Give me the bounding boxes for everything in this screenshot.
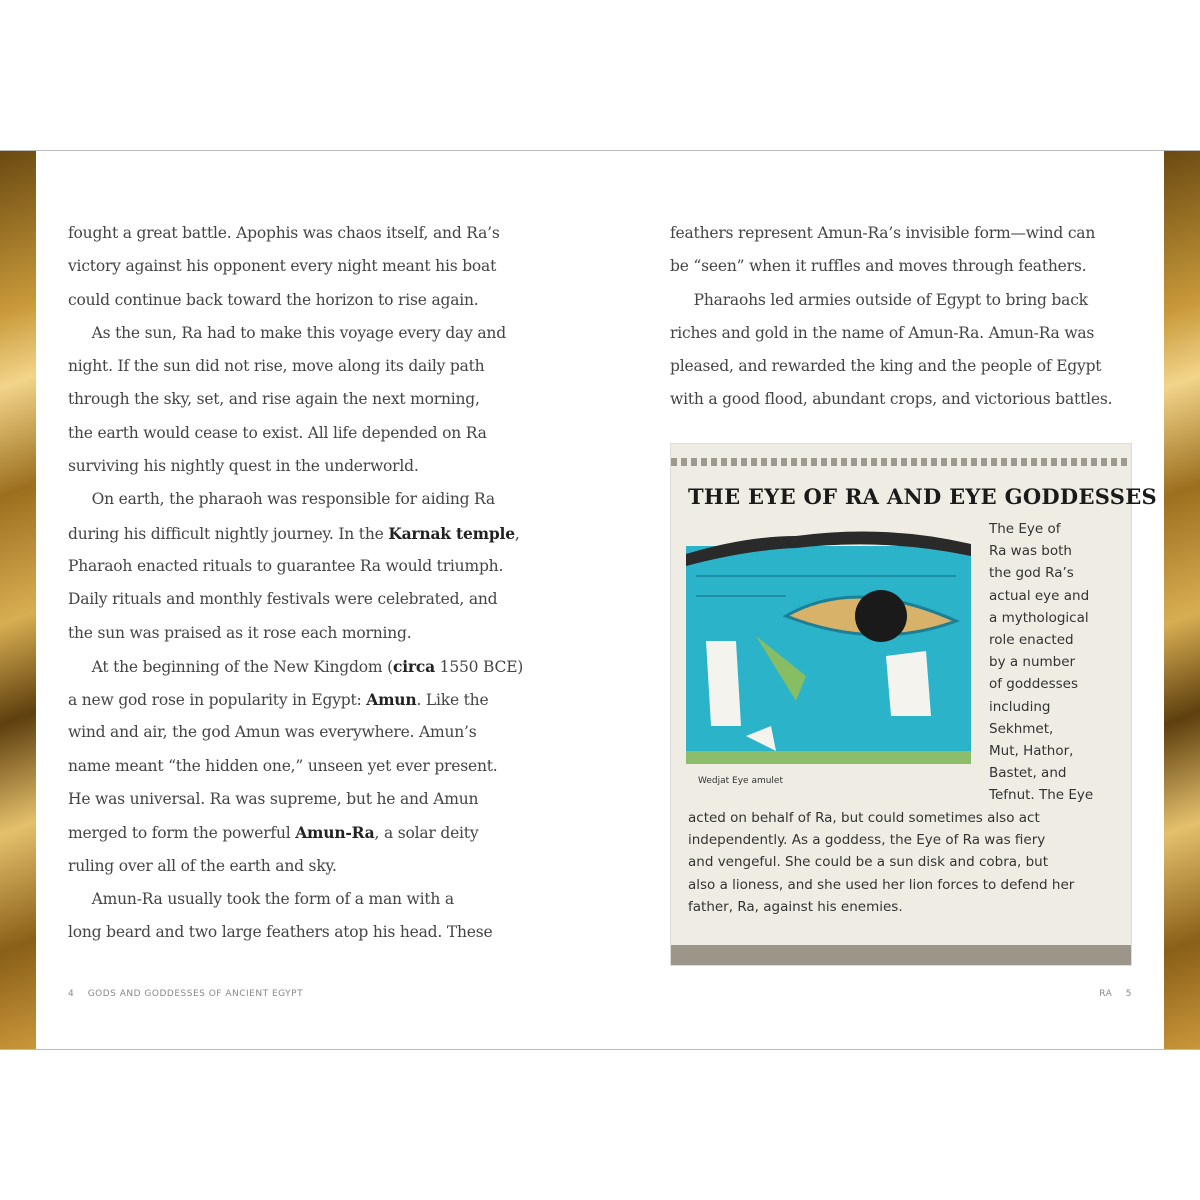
text-line xyxy=(68,617,523,650)
running-head-right: RA xyxy=(1099,989,1113,999)
text-segment: ruling over all of the earth and sky. xyxy=(68,856,337,875)
text-line xyxy=(670,350,1112,383)
sidebar-text-line: and vengeful. She could be a sun disk and cobra, but xyxy=(688,854,1049,871)
text-line xyxy=(670,284,1112,317)
text-segment: night. If the sun did not rise, move along its daily path xyxy=(68,357,485,376)
sidebar-text-wide xyxy=(688,807,1074,918)
text-segment: with a good flood, abundant crops, and victorious battles. xyxy=(670,390,1113,409)
sidebar-text-line: the god Ra’s xyxy=(989,565,1074,582)
text-segment: He was universal. Ra was supreme, but he and Amun xyxy=(68,790,479,809)
right-page-text xyxy=(670,217,1112,417)
text-line xyxy=(68,517,523,550)
sidebar-text-line: by a number xyxy=(989,654,1076,671)
text-segment: . Like the xyxy=(416,691,489,710)
sidebar-text-narrow xyxy=(989,518,1093,806)
text-line xyxy=(68,483,523,516)
left-page-text xyxy=(68,217,523,950)
sidebar-text-line: Mut, Hathor, xyxy=(989,742,1074,759)
glossary-term: Amun xyxy=(366,690,417,710)
book-spread xyxy=(0,150,1200,1050)
text-segment: a new god rose in popularity in Egypt: xyxy=(68,691,367,710)
text-line xyxy=(68,583,523,616)
text-line xyxy=(68,716,523,749)
text-line xyxy=(68,317,523,350)
page-number-left: 4 xyxy=(68,989,75,999)
text-line xyxy=(68,417,523,450)
text-segment: Pharaoh enacted rituals to guarantee Ra would triumph. xyxy=(68,556,504,575)
sidebar-text-line: Tefnut. The Eye xyxy=(989,787,1094,804)
sidebar-text-line: Ra was both xyxy=(989,543,1072,560)
text-segment: the earth would cease to exist. All life depended on Ra xyxy=(68,423,487,442)
text-line xyxy=(670,217,1112,250)
text-line xyxy=(68,250,523,283)
text-segment: long beard and two large feathers atop his head. These xyxy=(68,923,493,942)
gold-edge-left xyxy=(0,151,36,1049)
text-line xyxy=(68,816,523,849)
text-line xyxy=(68,284,523,317)
text-line xyxy=(68,783,523,816)
text-segment: Daily rituals and monthly festivals were celebrated, and xyxy=(68,590,498,609)
text-line xyxy=(68,350,523,383)
text-segment: through the sky, set, and rise again the next morning, xyxy=(68,390,480,409)
glossary-term: circa xyxy=(392,656,435,676)
text-line xyxy=(670,383,1112,416)
glossary-term: Karnak temple xyxy=(388,523,515,543)
text-segment: 1550 BCE) xyxy=(434,657,524,676)
gold-edge-right xyxy=(1164,151,1200,1049)
text-segment: could continue back toward the horizon to rise again. xyxy=(68,290,479,309)
right-footer xyxy=(1099,989,1132,999)
sidebar-text-line: role enacted xyxy=(989,631,1074,648)
sidebar-text-line: actual eye and xyxy=(989,587,1090,604)
sidebar-text-line: The Eye of xyxy=(989,521,1061,537)
sidebar-text-line: a mythological xyxy=(989,609,1089,626)
sidebar-text-line: also a lioness, and she used her lion forces to defend her xyxy=(688,876,1075,893)
text-segment: wind and air, the god Amun was everywhere. Amun’s xyxy=(68,723,477,742)
text-line xyxy=(68,650,523,683)
text-line xyxy=(68,550,523,583)
page-number-right: 5 xyxy=(1125,989,1132,999)
text-segment: Pharaohs led armies outside of Egypt to bring back xyxy=(670,290,1088,309)
text-line xyxy=(670,317,1112,350)
text-segment: the sun was praised as it rose each morning. xyxy=(68,623,412,642)
decorative-border-bottom xyxy=(671,945,1131,965)
sidebar-text-line: father, Ra, against his enemies. xyxy=(688,898,903,915)
image-caption: Wedjat Eye amulet xyxy=(698,776,783,786)
text-segment: On earth, the pharaoh was responsible for aiding Ra xyxy=(68,490,495,509)
text-segment: feathers represent Amun-Ra’s invisible form—wind can xyxy=(670,224,1096,242)
text-segment: merged to form the powerful xyxy=(68,824,296,843)
text-line xyxy=(68,750,523,783)
running-head-left: GODS AND GODDESSES OF ANCIENT EGYPT xyxy=(87,989,304,999)
left-footer xyxy=(68,989,303,999)
text-line xyxy=(68,850,523,883)
text-segment: fought a great battle. Apophis was chaos itself, and Ra’s xyxy=(68,224,500,242)
text-line xyxy=(68,883,523,916)
text-line xyxy=(68,383,523,416)
text-segment: be “seen” when it ruffles and moves through feathers. xyxy=(670,257,1087,276)
sidebar-text-line: Sekhmet, xyxy=(989,720,1054,737)
text-segment: , a solar deity xyxy=(374,824,479,843)
sidebar-title: THE EYE OF RA AND EYE GODDESSES xyxy=(688,484,1157,509)
text-segment: As the sun, Ra had to make this voyage every day and xyxy=(68,323,506,342)
text-line xyxy=(68,217,523,250)
sidebar-text-line: independently. As a goddess, the Eye of Ra was fiery xyxy=(688,832,1046,849)
text-segment: name meant “the hidden one,” unseen yet ever present. xyxy=(68,756,498,775)
sidebar-text-line: including xyxy=(989,698,1051,715)
text-segment: during his difficult nightly journey. In the xyxy=(68,524,389,543)
text-segment: riches and gold in the name of Amun-Ra. Amun-Ra was xyxy=(670,323,1095,342)
text-line xyxy=(670,250,1112,283)
sidebar-text-line: acted on behalf of Ra, but could sometimes also act xyxy=(688,810,1040,826)
text-segment: Amun-Ra usually took the form of a man with a xyxy=(68,889,454,908)
text-segment: pleased, and rewarded the king and the people of Egypt xyxy=(670,357,1102,376)
decorative-border-top xyxy=(671,458,1131,466)
glossary-term: Amun-Ra xyxy=(295,823,375,843)
text-line xyxy=(68,683,523,716)
text-line xyxy=(68,916,523,949)
sidebar-box xyxy=(670,443,1157,966)
sidebar-text-line: Bastet, and xyxy=(989,765,1067,782)
text-segment: At the beginning of the New Kingdom ( xyxy=(68,657,393,676)
text-segment: victory against his opponent every night meant his boat xyxy=(68,257,497,276)
text-segment: , xyxy=(514,524,520,543)
sidebar-text-line: of goddesses xyxy=(989,676,1078,693)
text-segment: surviving his nightly quest in the underworld. xyxy=(68,457,419,476)
wedjat-eye-amulet-image xyxy=(686,526,976,766)
text-line xyxy=(68,450,523,483)
